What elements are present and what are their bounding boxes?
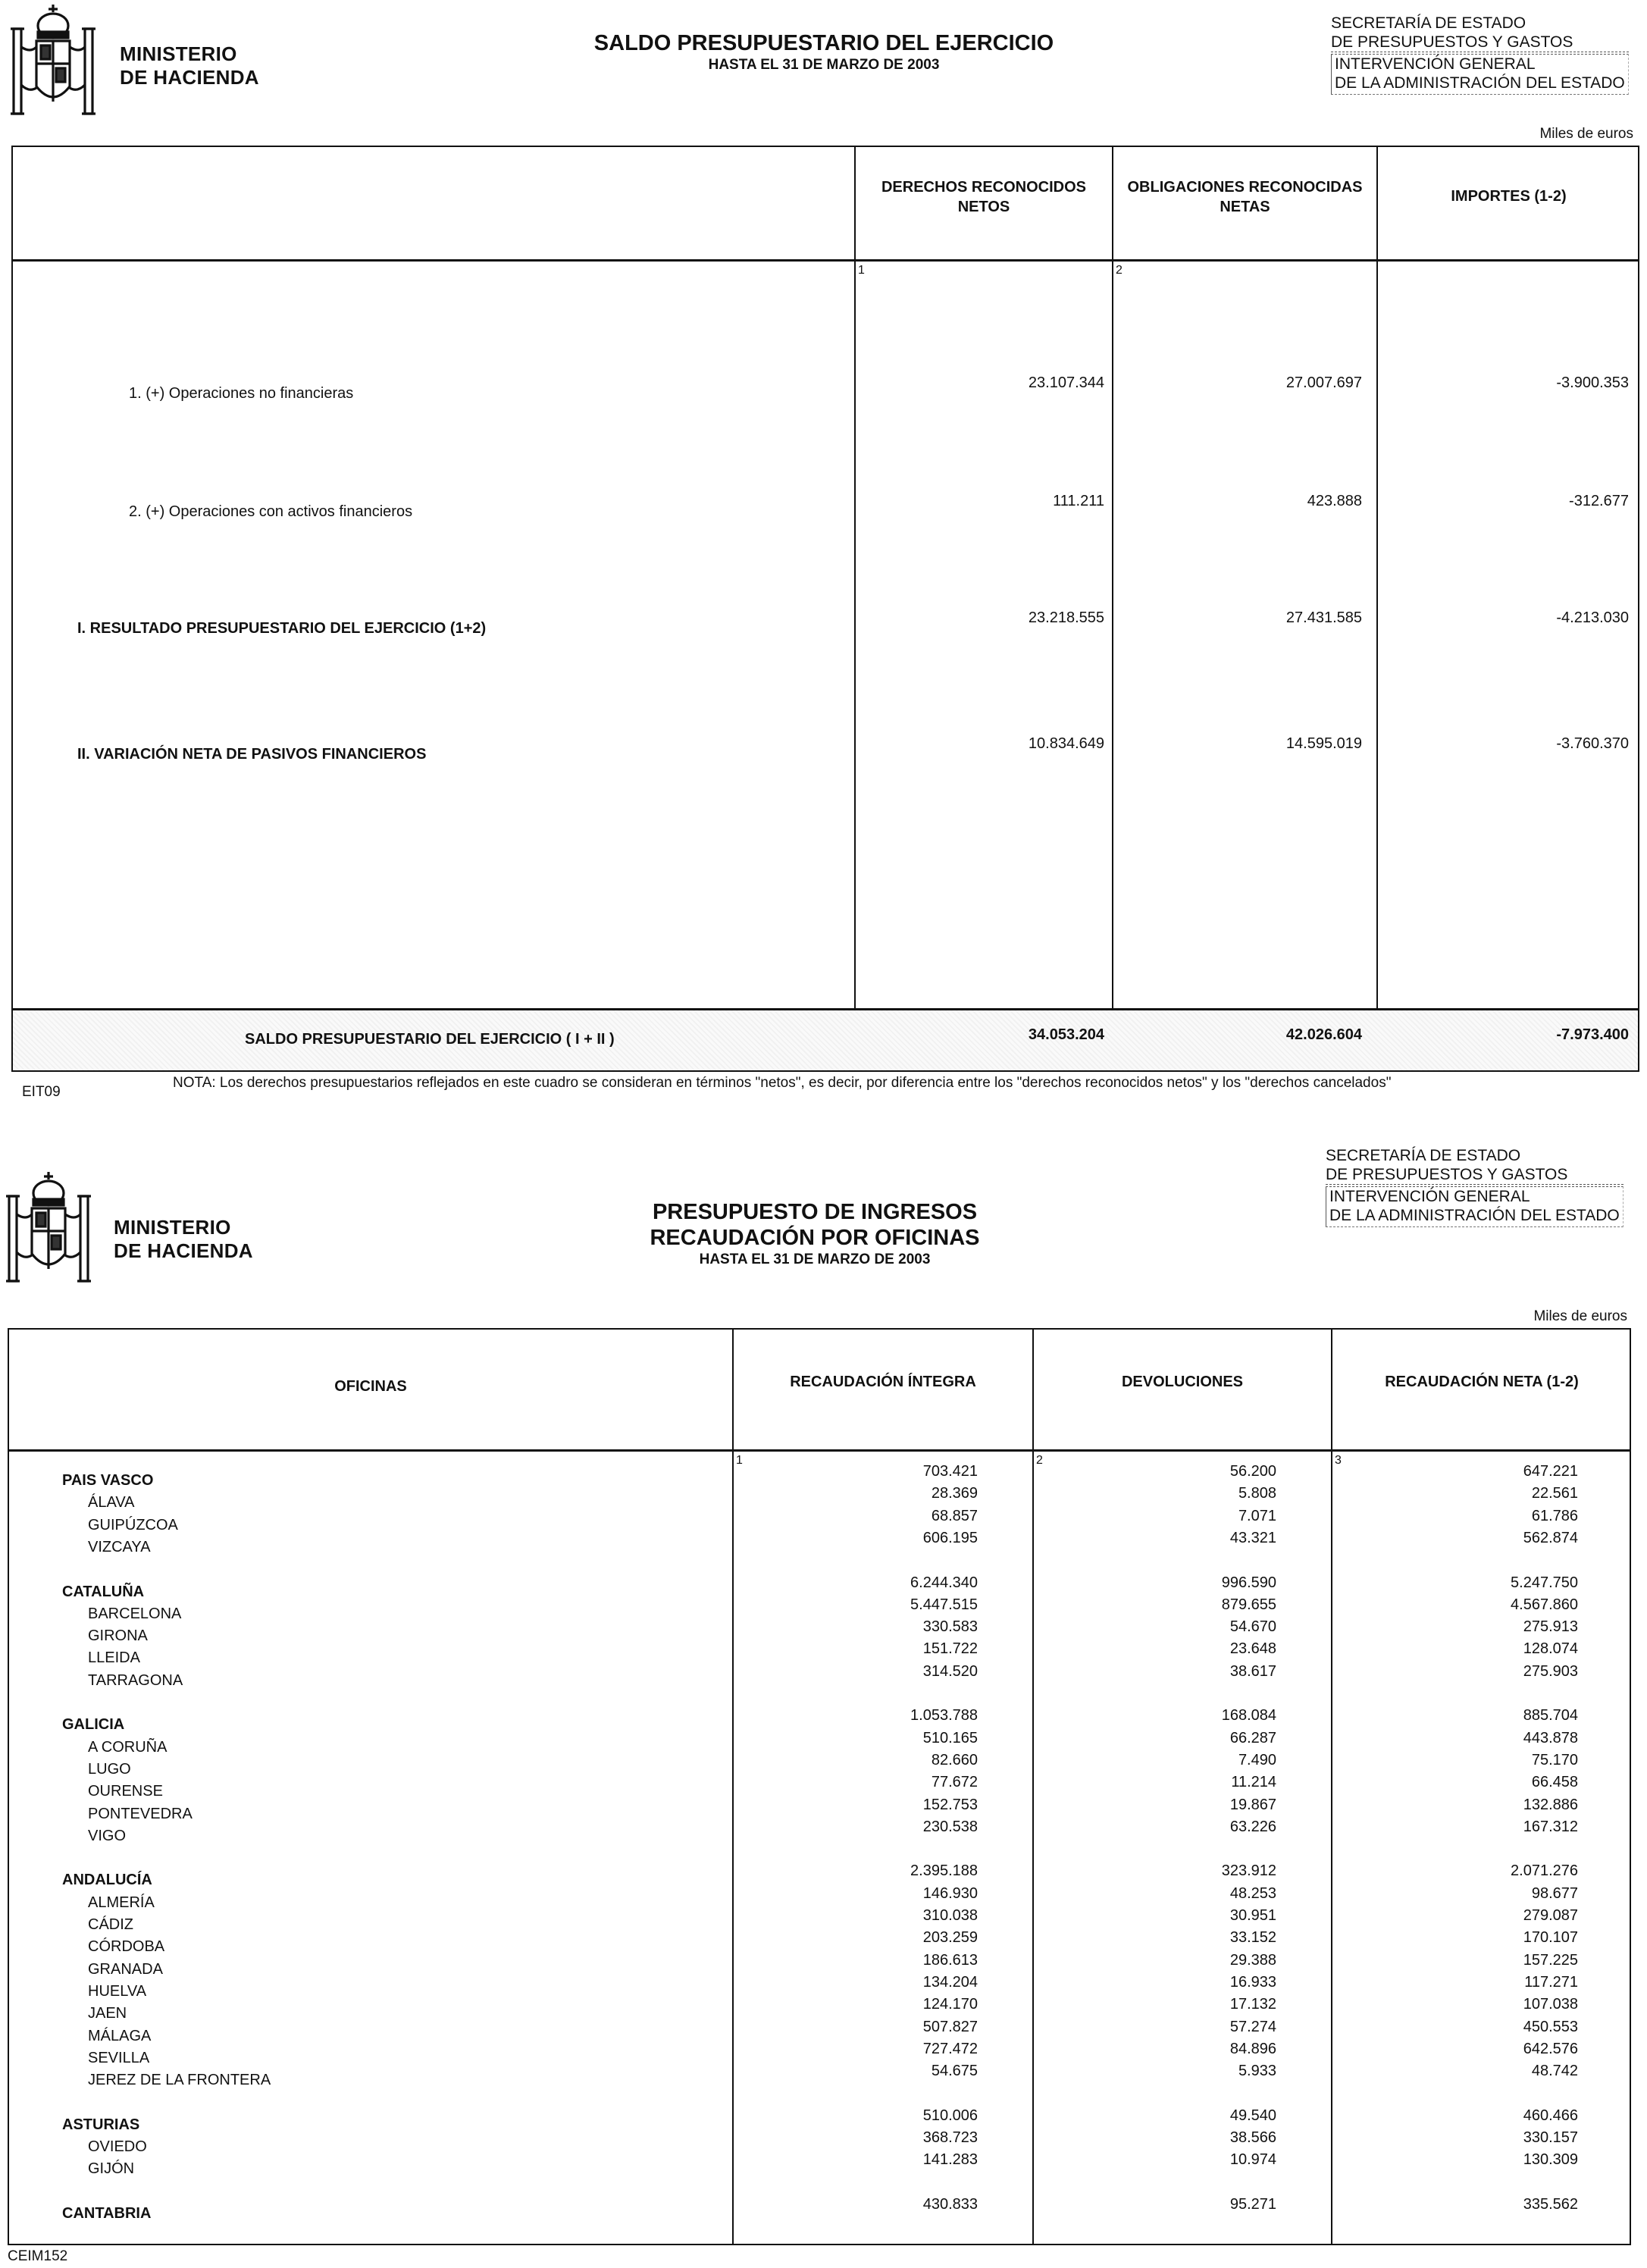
column-number: 2	[1116, 264, 1123, 277]
row-value: 141.283	[922, 2151, 978, 2169]
office-row	[9, 1884, 1630, 1911]
office-label: GUIPÚZCOA	[88, 1516, 178, 1533]
office-row	[9, 2129, 1630, 2155]
group-row	[9, 2107, 1630, 2133]
row-value: 203.259	[922, 1929, 978, 1947]
office-label: ALMERÍA	[88, 1894, 155, 1911]
group-label: CATALUÑA	[62, 1583, 145, 1600]
row-value: 2.071.276	[1511, 1862, 1578, 1880]
row-value: 310.038	[922, 1907, 978, 1924]
row-label: I. RESULTADO PRESUPUESTARIO DEL EJERCICIO (1+2)	[77, 620, 487, 637]
row-value: 56.200	[1229, 1463, 1276, 1480]
doc1-subtitle: HASTA EL 31 DE MARZO DE 2003	[708, 57, 940, 73]
group-label: ASTURIAS	[62, 2116, 140, 2133]
row-label: II. VARIACIÓN NETA DE PASIVOS FINANCIEROS	[77, 746, 427, 763]
units-label: Miles de euros	[1533, 1308, 1627, 1324]
row-value: 423.888	[1307, 493, 1362, 509]
row-value: 111.211	[1053, 493, 1104, 509]
row-value: 1.053.788	[910, 1707, 978, 1724]
row-value: 48.253	[1229, 1884, 1276, 1902]
row-value: 61.786	[1531, 1507, 1578, 1524]
group-label: GALICIA	[62, 1716, 125, 1734]
office-label: LUGO	[88, 1760, 131, 1778]
row-value: 17.132	[1229, 1996, 1276, 2013]
row-value: 430.833	[922, 2195, 978, 2213]
office-row	[9, 1951, 1630, 1978]
office-row	[9, 1996, 1630, 2022]
column-header-obligaciones: OBLIGACIONES RECONOCIDAS NETAS	[1127, 179, 1363, 215]
row-value: 38.566	[1229, 2129, 1276, 2146]
secretaria-line-2: DE PRESUPUESTOS Y GASTOS	[1331, 33, 1629, 52]
row-value: 7.490	[1238, 1751, 1276, 1768]
ministry-line-2: DE HACIENDA	[114, 1239, 253, 1262]
row-value: 23.107.344	[1028, 374, 1104, 391]
row-value: 5.933	[1238, 2063, 1276, 2080]
office-row	[9, 2151, 1630, 2178]
row-value: 27.007.697	[1285, 374, 1362, 391]
row-value: 27.431.585	[1285, 609, 1362, 626]
row-value: 77.672	[931, 1774, 978, 1791]
office-label: BARCELONA	[88, 1605, 182, 1622]
office-row	[9, 1596, 1630, 1622]
office-label: JAEN	[88, 2005, 127, 2022]
row-value: 186.613	[922, 1951, 978, 1969]
row-value: 460.466	[1523, 2107, 1578, 2124]
office-row	[9, 1507, 1630, 1533]
secretaria-line-1: SECRETARÍA DE ESTADO	[1331, 14, 1526, 32]
office-label: JEREZ DE LA FRONTERA	[88, 2072, 271, 2089]
row-value: 330.157	[1523, 2129, 1578, 2146]
row-value: 49.540	[1229, 2107, 1276, 2124]
intervencion-line-2: DE LA ADMINISTRACIÓN DEL ESTADO	[1335, 74, 1625, 92]
column-header-importes: IMPORTES (1-2)	[1451, 188, 1567, 205]
row-value: 168.084	[1221, 1707, 1276, 1724]
row-value: 128.074	[1523, 1640, 1578, 1658]
office-row	[9, 1751, 1630, 1778]
total-value: 42.026.604	[1285, 1026, 1362, 1043]
ministry-line-2: DE HACIENDA	[120, 66, 259, 89]
row-value: 75.170	[1531, 1751, 1578, 1768]
row-value: 23.648	[1229, 1640, 1276, 1658]
row-value: 30.951	[1229, 1907, 1276, 1924]
row-value: 14.595.019	[1285, 735, 1362, 752]
doc1-note: NOTA: Los derechos presupuestarios reflejados en este cuadro se consideran en términos "netos", es decir, por diferencia entre los "derechos reconocidos netos" y los "derechos cancelados"	[173, 1075, 1392, 1091]
row-label: 1. (+) Operaciones no financieras	[129, 385, 354, 402]
ministry-line-1: MINISTERIO	[114, 1216, 231, 1239]
row-value: 84.896	[1229, 2040, 1276, 2057]
agency-block	[1326, 1146, 1624, 1227]
office-row	[9, 1818, 1630, 1844]
office-label: GIJÓN	[88, 2160, 135, 2178]
row-value: 29.388	[1229, 1951, 1276, 1969]
office-label: CÓRDOBA	[88, 1938, 165, 1956]
row-value: 6.244.340	[910, 1574, 978, 1591]
column-divider	[854, 147, 856, 1070]
agency-block	[1331, 14, 1629, 95]
row-value: 5.808	[1238, 1485, 1276, 1502]
header-divider	[9, 1449, 1630, 1452]
office-row	[9, 1973, 1630, 2000]
row-value: 68.857	[931, 1507, 978, 1524]
office-row	[9, 1729, 1630, 1756]
group-row	[9, 2195, 1630, 2222]
collection-by-office-table	[8, 1328, 1631, 2245]
doc2-code: CEIM152	[8, 2248, 68, 2264]
row-value: 22.561	[1531, 1485, 1578, 1502]
row-value: 368.723	[922, 2129, 978, 2146]
intervencion-line-1: INTERVENCIÓN GENERAL	[1335, 55, 1536, 73]
row-value: 703.421	[922, 1463, 978, 1480]
row-value: 63.226	[1229, 1818, 1276, 1835]
column-number: 2	[1036, 1454, 1043, 1467]
office-label: OURENSE	[88, 1783, 163, 1800]
row-value: 48.742	[1531, 2063, 1578, 2080]
row-value: 7.071	[1238, 1507, 1276, 1524]
row-value: -312.677	[1569, 493, 1629, 509]
office-row	[9, 1640, 1630, 1667]
total-label: SALDO PRESUPUESTARIO DEL EJERCICIO ( I + II )	[245, 1031, 615, 1048]
column-header-oficinas: OFICINAS	[334, 1378, 407, 1395]
office-row	[9, 1529, 1630, 1555]
ministry-line-1: MINISTERIO	[120, 42, 237, 65]
row-value: 38.617	[1229, 1662, 1276, 1680]
column-header-recaudacion-neta: RECAUDACIÓN NETA (1-2)	[1385, 1374, 1579, 1390]
office-row	[9, 1774, 1630, 1800]
office-row	[9, 1907, 1630, 1933]
office-label: MÁLAGA	[88, 2027, 152, 2044]
secretaria-line-1: SECRETARÍA DE ESTADO	[1326, 1147, 1521, 1164]
row-value: 4.567.860	[1511, 1596, 1578, 1613]
row-value: 323.912	[1221, 1862, 1276, 1880]
intervencion-box	[1326, 1186, 1624, 1227]
group-label: ANDALUCÍA	[62, 1872, 152, 1889]
column-number: 3	[1335, 1454, 1342, 1467]
group-row	[9, 1574, 1630, 1600]
doc2-title: PRESUPUESTO DE INGRESOS	[652, 1200, 978, 1224]
row-value: 10.834.649	[1028, 735, 1104, 752]
doc1-code: EIT09	[22, 1084, 61, 1100]
row-value: 28.369	[931, 1485, 978, 1502]
row-value: 10.974	[1229, 2151, 1276, 2169]
office-label: GIRONA	[88, 1627, 148, 1645]
doc1-title-block	[483, 30, 1165, 74]
row-value: -3.900.353	[1556, 374, 1629, 391]
row-value: 57.274	[1229, 2018, 1276, 2035]
row-value: 996.590	[1221, 1574, 1276, 1591]
office-label: CÁDIZ	[88, 1916, 133, 1933]
row-value: 130.309	[1523, 2151, 1578, 2169]
office-label: GRANADA	[88, 1960, 163, 1978]
group-label: PAIS VASCO	[62, 1472, 154, 1489]
row-value: 98.677	[1531, 1884, 1578, 1902]
row-value: 157.225	[1523, 1951, 1578, 1969]
header-divider	[13, 259, 1638, 262]
row-value: 606.195	[922, 1529, 978, 1546]
group-row	[9, 1463, 1630, 1489]
row-value: 885.704	[1523, 1707, 1578, 1724]
office-label: HUELVA	[88, 1982, 147, 2000]
intervencion-line-1: INTERVENCIÓN GENERAL	[1329, 1188, 1530, 1205]
row-label: 2. (+) Operaciones con activos financieros	[129, 503, 413, 520]
row-value: 19.867	[1229, 1796, 1276, 1813]
doc2-title-2: RECAUDACIÓN POR OFICINAS	[650, 1226, 980, 1250]
office-label: VIGO	[88, 1827, 127, 1844]
coat-of-arms-logo	[2, 1169, 96, 1290]
group-label: CANTABRIA	[62, 2204, 152, 2222]
units-label: Miles de euros	[1539, 126, 1633, 142]
row-value: 54.675	[931, 2063, 978, 2080]
row-value: 82.660	[931, 1751, 978, 1768]
row-value: 330.583	[922, 1618, 978, 1636]
row-value: 450.553	[1523, 2018, 1578, 2035]
row-value: 443.878	[1523, 1729, 1578, 1746]
row-value: 134.204	[922, 1973, 978, 1991]
ministry-name	[120, 42, 259, 89]
office-row	[9, 1662, 1630, 1689]
row-value: 66.287	[1229, 1729, 1276, 1746]
office-label: VIZCAYA	[88, 1538, 151, 1555]
column-header-recaudacion-integra: RECAUDACIÓN ÍNTEGRA	[790, 1374, 976, 1390]
row-value: 66.458	[1531, 1774, 1578, 1791]
row-value: 11.214	[1231, 1774, 1276, 1791]
office-row	[9, 2018, 1630, 2044]
row-value: 507.827	[922, 2018, 978, 2035]
group-row	[9, 1707, 1630, 1734]
row-value: 54.670	[1229, 1618, 1276, 1636]
row-value: 107.038	[1523, 1996, 1578, 2013]
row-value: 23.218.555	[1028, 609, 1104, 626]
row-value: 95.271	[1229, 2195, 1276, 2213]
intervencion-line-2: DE LA ADMINISTRACIÓN DEL ESTADO	[1329, 1207, 1620, 1224]
ministry-name	[114, 1216, 253, 1263]
row-value: 151.722	[922, 1640, 978, 1658]
row-value: 275.903	[1523, 1662, 1578, 1680]
row-value: 43.321	[1229, 1529, 1276, 1546]
office-row	[9, 2040, 1630, 2066]
office-row	[9, 2063, 1630, 2089]
total-value: -7.973.400	[1556, 1026, 1629, 1043]
total-divider	[13, 1008, 1638, 1010]
column-number: 1	[858, 264, 865, 277]
row-value: 146.930	[922, 1884, 978, 1902]
row-value: 167.312	[1523, 1818, 1578, 1835]
doc1-title: SALDO PRESUPUESTARIO DEL EJERCICIO	[593, 31, 1054, 55]
row-value: 275.913	[1523, 1618, 1578, 1636]
office-row	[9, 1485, 1630, 1511]
row-value: 879.655	[1221, 1596, 1276, 1613]
row-value: -4.213.030	[1556, 609, 1629, 626]
office-label: A CORUÑA	[88, 1738, 168, 1756]
office-label: ÁLAVA	[88, 1494, 135, 1511]
office-label: TARRAGONA	[88, 1671, 183, 1689]
office-label: PONTEVEDRA	[88, 1805, 193, 1822]
office-row	[9, 1929, 1630, 1956]
office-label: LLEIDA	[88, 1649, 140, 1667]
column-header-devoluciones: DEVOLUCIONES	[1121, 1374, 1244, 1390]
group-row	[9, 1862, 1630, 1889]
row-value: 314.520	[922, 1662, 978, 1680]
office-label: SEVILLA	[88, 2049, 150, 2066]
row-value: 230.538	[922, 1818, 978, 1835]
row-value: 510.006	[922, 2107, 978, 2124]
column-divider	[1112, 147, 1113, 1070]
secretaria-line-2: DE PRESUPUESTOS Y GASTOS	[1326, 1165, 1624, 1185]
row-value: 5.247.750	[1511, 1574, 1578, 1591]
row-value: 5.447.515	[910, 1596, 978, 1613]
row-value: 33.152	[1229, 1929, 1276, 1947]
intervencion-box	[1331, 54, 1629, 95]
row-value: 170.107	[1523, 1929, 1578, 1947]
row-value: 16.933	[1229, 1973, 1276, 1991]
row-value: 727.472	[922, 2040, 978, 2057]
doc2-title-block	[474, 1199, 1156, 1269]
office-row	[9, 1618, 1630, 1645]
row-value: 124.170	[922, 1996, 978, 2013]
column-header-derechos: DERECHOS RECONOCIDOS NETOS	[881, 179, 1087, 215]
row-value: 132.886	[1523, 1796, 1578, 1813]
row-value: -3.760.370	[1556, 735, 1629, 752]
row-value: 510.165	[922, 1729, 978, 1746]
row-value: 117.271	[1524, 1973, 1578, 1991]
column-number: 1	[736, 1454, 743, 1467]
doc2-subtitle: HASTA EL 31 DE MARZO DE 2003	[699, 1251, 931, 1267]
office-row	[9, 1796, 1630, 1822]
budget-balance-table	[11, 146, 1639, 1072]
row-value: 647.221	[1523, 1463, 1578, 1480]
row-value: 642.576	[1523, 2040, 1578, 2057]
row-value: 335.562	[1523, 2195, 1578, 2213]
row-value: 279.087	[1523, 1907, 1578, 1924]
office-label: OVIEDO	[88, 2138, 147, 2155]
row-value: 2.395.188	[910, 1862, 978, 1880]
coat-of-arms-logo	[6, 2, 100, 123]
row-value: 562.874	[1523, 1529, 1578, 1546]
total-value: 34.053.204	[1028, 1026, 1104, 1043]
column-divider	[1376, 147, 1378, 1070]
row-value: 152.753	[922, 1796, 978, 1813]
